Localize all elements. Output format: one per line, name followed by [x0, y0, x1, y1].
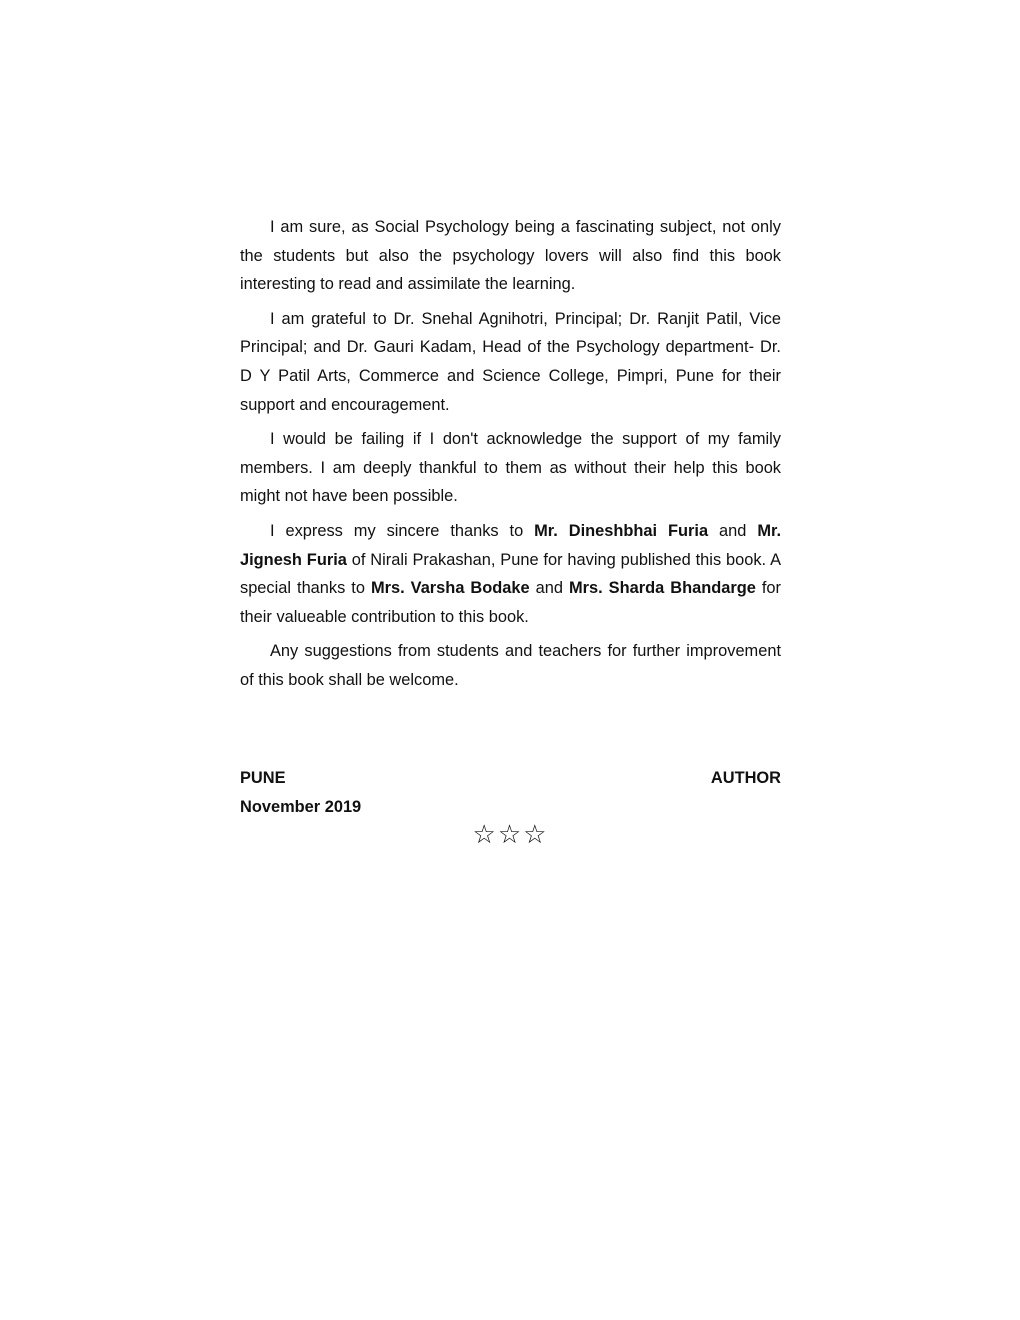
paragraph-text: and: [708, 521, 758, 540]
bold-name: Mrs. Varsha Bodake: [370, 579, 530, 598]
paragraph-gratitude: [240, 305, 781, 419]
paragraph-text: I am sure, as Social Psychology being a fascinating subject, not only the students but also the psychology lovers will also find this book interesting to read and assimilate the learning.: [240, 218, 781, 294]
paragraph-text: and: [529, 579, 569, 598]
signature-place: PUNE: [240, 769, 286, 787]
paragraph-intro: [240, 213, 781, 299]
paragraph-family: [240, 425, 781, 511]
document-body: [240, 213, 781, 701]
paragraph-text: I express my sincere thanks to: [270, 521, 535, 540]
signature-role: AUTHOR: [710, 769, 781, 787]
signature-date: November 2019: [240, 798, 362, 816]
paragraph-text: Any suggestions from students and teachers for further improvement of this book shall be welcome.: [240, 642, 781, 689]
signature-row: [240, 768, 781, 788]
signature-date-row: [240, 797, 781, 817]
bold-name: Mr. Dineshbhai Furia: [534, 521, 709, 540]
paragraph-suggestions: [240, 637, 781, 694]
paragraph-text: for their valueable contribution to this book.: [240, 579, 781, 626]
star-ornament-icon: ☆☆☆: [472, 820, 549, 850]
paragraph-text: I would be failing if I don't acknowledge the support of my family members. I am deeply thankful to them as without their help this book might not have been possible.: [240, 430, 781, 506]
bold-name: Mrs. Sharda Bhandarge: [568, 579, 756, 598]
bold-name: Mr. Jignesh Furia: [240, 521, 781, 569]
paragraph-thanks: [240, 517, 781, 631]
paragraph-text: of Nirali Prakashan, Pune for having published this book. A special thanks to: [240, 550, 781, 598]
paragraph-text: I am grateful to Dr. Snehal Agnihotri, Principal; Dr. Ranjit Patil, Vice Principal; and Dr. Gauri Kadam, Head of the Psychology department- Dr. D Y Patil Arts, Commerce and Science College, Pimpri, Pune for their support and encouragement.: [240, 309, 781, 414]
